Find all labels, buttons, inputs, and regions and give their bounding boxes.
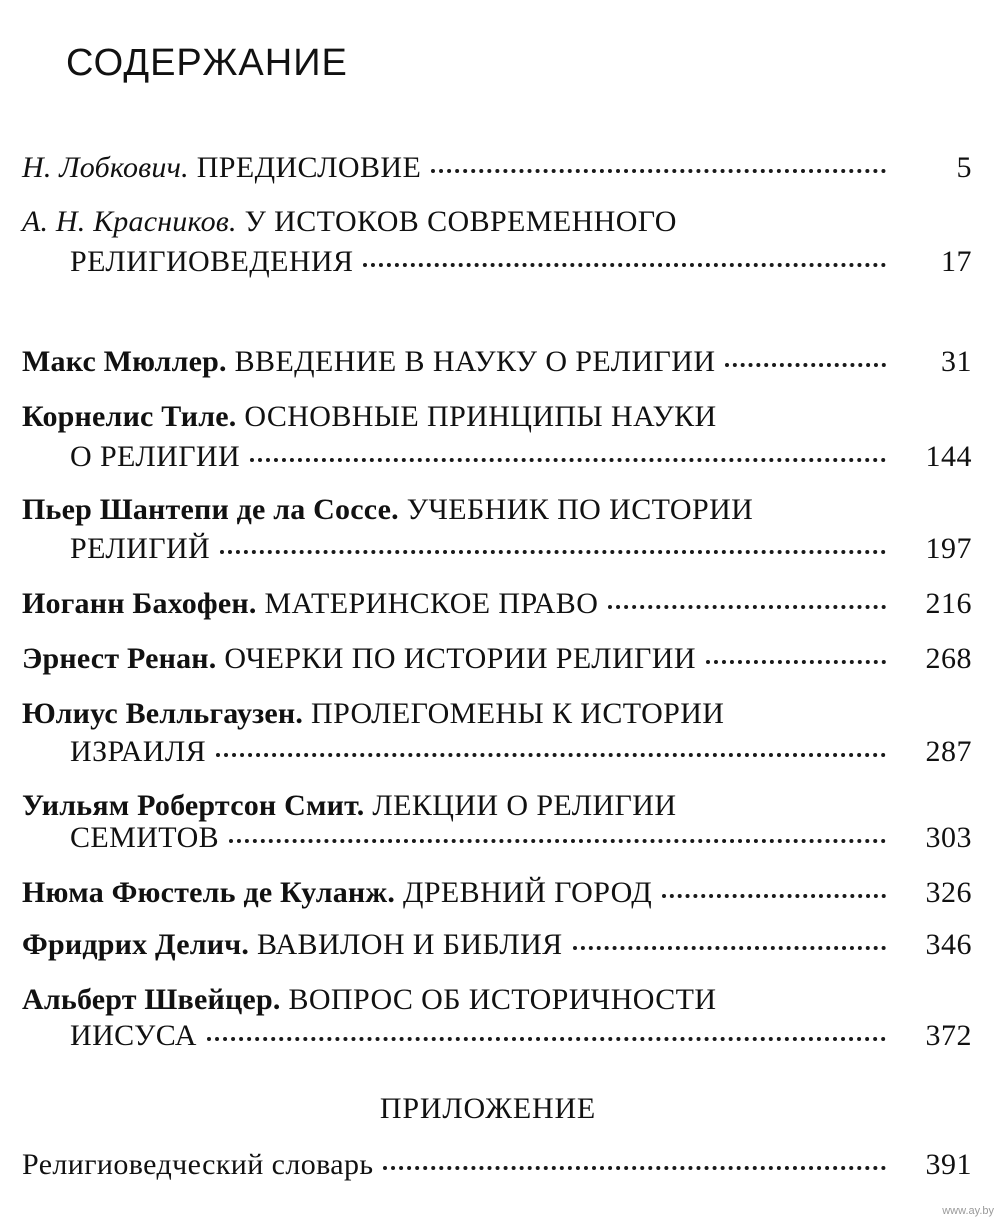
page-number: 216 <box>925 587 972 620</box>
toc-entry-text <box>22 694 724 734</box>
toc-entry-renan <box>22 639 972 679</box>
page-number: 5 <box>956 151 972 184</box>
work-title: ЛЕКЦИИ О РЕЛИГИИ <box>372 789 677 822</box>
toc-entry-text <box>22 397 717 437</box>
toc-entry-text <box>22 584 598 624</box>
work-title: ОЧЕРКИ ПО ИСТОРИИ РЕЛИГИИ <box>224 642 696 675</box>
toc-entry-dictionary <box>22 1145 972 1185</box>
toc-entry-text <box>22 980 716 1020</box>
dot-leader <box>383 1166 886 1170</box>
dot-leader <box>207 1037 886 1041</box>
author-name: Нюма Фюстель де Куланж. <box>22 876 396 909</box>
toc-entry-coulanges <box>22 873 972 913</box>
page-number: 197 <box>925 532 972 565</box>
author-name: Макс Мюллер. <box>22 345 227 378</box>
toc-entry-tiele <box>22 397 972 437</box>
dot-leader <box>573 946 886 950</box>
toc-entry-krasnikov-cont <box>70 242 972 282</box>
work-title-continued: О РЕЛИГИИ <box>70 440 241 473</box>
toc-entry-muller <box>22 342 972 382</box>
page-number: 326 <box>925 876 972 909</box>
author-name: Корнелис Тиле. <box>22 400 237 433</box>
dot-leader <box>363 263 886 267</box>
toc-entry-text <box>22 639 696 679</box>
toc-entry-tiele-cont <box>70 437 972 477</box>
appendix-heading-text: ПРИЛОЖЕНИЕ <box>379 1092 597 1125</box>
author-name: Иоганн Бахофен. <box>22 587 257 620</box>
page-number: 287 <box>925 735 972 768</box>
work-title: ПРЕДИСЛОВИЕ <box>196 151 422 184</box>
dot-leader <box>662 894 886 898</box>
work-title: ОСНОВНЫЕ ПРИНЦИПЫ НАУКИ <box>244 400 717 433</box>
toc-entry-schweitzer-cont <box>70 1016 972 1056</box>
dot-leader <box>706 660 886 664</box>
page-number: 17 <box>941 245 972 278</box>
dot-leader <box>725 363 886 367</box>
author-name: Эрнест Ренан. <box>22 642 217 675</box>
toc-entry-text <box>22 342 715 382</box>
work-title: УЧЕБНИК ПО ИСТОРИИ <box>406 493 754 526</box>
toc-entry-schweitzer <box>22 980 972 1020</box>
page-number: 31 <box>941 345 972 378</box>
page-number: 346 <box>925 928 972 961</box>
toc-entry-wellhausen <box>22 694 972 734</box>
dot-leader <box>216 753 886 757</box>
toc-entry-text <box>22 925 563 965</box>
toc-entry-text <box>22 490 753 530</box>
toc-entry-chantepie <box>22 490 972 530</box>
page-title: СОДЕРЖАНИЕ <box>66 42 348 84</box>
toc-entry-chantepie-cont <box>70 529 972 569</box>
page-number: 372 <box>925 1019 972 1052</box>
page-number: 144 <box>925 440 972 473</box>
page-number: 268 <box>925 642 972 675</box>
dot-leader <box>431 169 886 173</box>
dot-leader <box>220 550 886 554</box>
toc-entry-smith-cont <box>70 818 972 858</box>
work-title: ВОПРОС ОБ ИСТОРИЧНОСТИ <box>288 983 717 1016</box>
work-title: ВВЕДЕНИЕ В НАУКУ О РЕЛИГИИ <box>234 345 716 378</box>
watermark: www.ay.by <box>942 1205 994 1217</box>
author-name: Альберт Швейцер. <box>22 983 281 1016</box>
author-name: Юлиус Велльгаузен. <box>22 697 304 730</box>
work-title: ДРЕВНИЙ ГОРОД <box>402 876 653 909</box>
author-name: Фридрих Делич. <box>22 928 250 961</box>
author-name: А. Н. Красников. <box>22 205 237 238</box>
toc-entry-krasnikov <box>22 202 972 242</box>
dot-leader <box>250 458 886 462</box>
work-title: МАТЕРИНСКОЕ ПРАВО <box>264 587 599 620</box>
dot-leader <box>608 605 886 609</box>
page-number: 391 <box>925 1148 972 1181</box>
work-title-continued: РЕЛИГИОВЕДЕНИЯ <box>70 245 354 278</box>
toc-entry-preface <box>22 148 972 188</box>
appendix-entry-text: Религиоведческий словарь <box>22 1148 374 1181</box>
work-title-continued: РЕЛИГИЙ <box>70 532 211 565</box>
work-title-continued: СЕМИТОВ <box>70 821 220 854</box>
dot-leader <box>229 839 886 843</box>
work-title: ПРОЛЕГОМЕНЫ К ИСТОРИИ <box>311 697 725 730</box>
toc-entry-text <box>22 202 677 242</box>
author-name: Пьер Шантепи де ла Соссе. <box>22 493 399 526</box>
work-title: ВАВИЛОН И БИБЛИЯ <box>256 928 563 961</box>
toc-entry-wellhausen-cont <box>70 732 972 772</box>
page-number: 303 <box>925 821 972 854</box>
author-name: Уильям Робертсон Смит. <box>22 789 365 822</box>
work-title-continued: ИИСУСА <box>70 1019 197 1052</box>
toc-entry-delitzsch <box>22 925 972 965</box>
appendix-heading <box>0 1092 1000 1126</box>
work-title: У ИСТОКОВ СОВРЕМЕННОГО <box>244 205 677 238</box>
work-title-continued: ИЗРАИЛЯ <box>70 735 207 768</box>
toc-entry-bachofen <box>22 584 972 624</box>
toc-entry-text <box>22 148 421 188</box>
toc-entry-text <box>22 873 652 913</box>
author-name: Н. Лобкович. <box>22 151 189 184</box>
